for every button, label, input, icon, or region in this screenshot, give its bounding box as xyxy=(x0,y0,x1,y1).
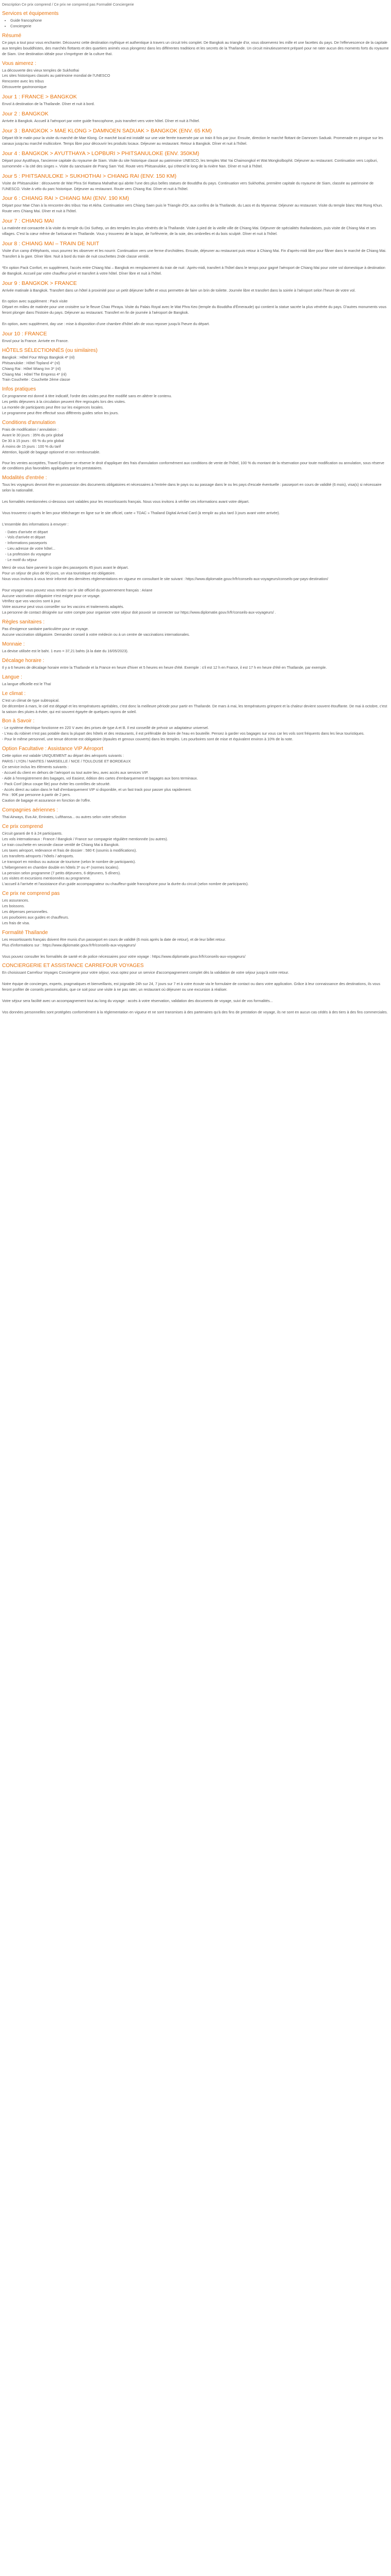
day-title: Jour 4 : BANGKOK > AYUTTHAYA > LOPBURI > PHITSANULOKE (ENV. 350KM) xyxy=(2,150,200,157)
conditions-line: Frais de modification / annulation : xyxy=(2,427,59,432)
day-title: Jour 3 : BANGKOK > MAE KLONG > DAMNOEN SADUAK > BANGKOK (ENV. 65 KM) xyxy=(2,127,212,134)
day-text: Départ pour Ayutthaya, l'ancienne capitale du royaume de Siam. Visite du site historique classé au patrimoine UNESCO, les temples Wat Yai Chaimongkol et Wat Mongkolbophit. Déjeuner au restaurant. Continuation vers Lopburi, surnommée « la cité des singes ». Visite du sanctuaire de Prang Sam Yod. Route vers Phitsanuloke, qui s'étend le long de la rivière Nan. Dîner et nuit à l'hôtel. xyxy=(2,158,378,168)
list-item: - Le motif du séjour xyxy=(5,557,389,563)
services-title: Services et équipements xyxy=(2,11,59,16)
prix-comprend-title: Ce prix comprend xyxy=(2,824,43,830)
formalites-list xyxy=(2,530,389,563)
resume-title: Résumé xyxy=(2,32,22,39)
itinerary xyxy=(2,94,389,344)
compagnies-text: Thai Airways, Eva Air, Emirates, Lufthansa... ou autres selon votre sélection xyxy=(2,815,126,820)
day-text: Visite d'un camp d'éléphants, vous pourrez les observer et les nourrir. Continuation vers une ferme d'orchidées. Ensuite, déjeuner au restaurant puis retour à Chiang Mai. Fin d'après-midi libre pour flâner dans le marché de Chiang Mai. Transfert à la gare. Dîner libre. Nuit à bord du train de nuit couchettes 2nde classe ventilé. *En option Pack Confort, en supplément, l'accès entre Chiang Mai – Bangkok en remplacement du train de nuit : Après-midi, transfert à l'hôtel dans le temps pour gagné l'aéroport de Chiang Mai pour votre vol domestique à destination de Bangkok. Accueil par votre chauffeur privé et transfert à votre hôtel. Dîner libre et nuit à l'hôtel. xyxy=(2,248,386,276)
langue-title: Langue : xyxy=(2,674,22,680)
day-text: Départ tôt le matin pour la visite du marché de Mae Klong. Ce marché local est installé sur une voie ferrée traversée par un train 8 fois par jour. Ensuite, direction le marché flottant de Damnoen Saduak. Promenade en pirogue sur les canaux jusqu'au marché multicolore. Temps libre pour découvrir les produits locaux. Déjeuner au restaurant. Retour à Bangkok. Dîner et nuit à l'hôtel. xyxy=(2,135,383,146)
day-title: Jour 7 : CHIANG MAI xyxy=(2,218,54,225)
prix-ne-comprend-text: Les assurances. Les boissons. Les dépenses personnelles. Les pourboires aux guides et chauffeurs. Les frais de visa. xyxy=(2,898,69,925)
list-item: - La profession du voyageur xyxy=(5,552,389,557)
formalites-text: Tous les voyageurs devront être en possession des documents obligatoires et nécessaires à l'entrée dans le pays ou au passage dans le ou les pays d'escale éventuelle : passeport en cours de validité (6 mois), visa(s) si nécessaire selon la nationalité. Les formalités mentionnées ci-dessous sont valables pour les ressortissants français. Nous vous invitons à vérifier ces informations avant votre départ. Vous trouverez ci-après le lien pour télécharger en ligne sur le site officiel, carte « TDAC » Thailand Digital Arrival Card (à remplir au plus tard 3 jours avant votre arrivée). L'ensemble des informations à envoyer : xyxy=(2,482,382,527)
day-text: Arrivée à Bangkok. Accueil à l'aéroport par votre guide francophone, puis transfert vers votre hôtel. Dîner et nuit à l'hôtel. xyxy=(2,118,200,124)
prix-comprend-text: Circuit garanti de 6 à 24 participants. Les vols internationaux : France / Bangkok / France sur compagnie régulière mentionnée (ou autres). Le train couchette en seconde classe ventilé de Chiang Mai à Bangkok. Les taxes aéroport, redevance et frais de dossier : 580 € (soumis à modifications). Les transferts aéroports / hôtels / aéroports. Le transport en minibus ou autocar de tourisme (selon le nombre de participants). L'hébergement en chambre double en hôtels 3* ou 4* (normes locales). La pension selon programme (7 petits déjeuners, 6 déjeuners, 5 dîners). Les visites et excursions mentionnées au programme. L'accueil à l'arrivée et l'assistance d'un guide accompagnateur ou chauffeur-guide francophone pour la durée du circuit (selon nombre de participants). xyxy=(2,831,249,887)
conciergerie-title: CONCIERGERIE ET ASSISTANCE CARREFOUR VOYAGES xyxy=(2,963,144,969)
regles-title: Règles sanitaires : xyxy=(2,619,45,625)
decalage-title: Décalage horaire : xyxy=(2,657,44,664)
list-item: • Guide francophone xyxy=(10,18,389,24)
prix-ne-comprend-title: Ce prix ne comprend pas xyxy=(2,891,60,897)
vous-aimerez-line: Rencontre avec les tribus xyxy=(2,79,44,84)
bon-savoir-text: - Le système électrique fonctionne en 220 V avec des prises de type A et B. Il est conseillé de prévoir un adaptateur universel. - L'eau du robinet n'est pas potable dans la plupart des hôtels et des restaurants, il est préférable de boire de l'eau en bouteille. Pensez à garder vos bagages sur vous car les vols sont fréquents dans les lieux touristiques. - Pour le même personnel, une tenue décente est obligatoire (épaules et genoux couverts) dans les temples. Les pourboires sont de mise et équivalent environ à 10% de la note. xyxy=(2,725,365,742)
day-text: Arrivée matinale à Bangkok. Transfert dans un hôtel à proximité pour un petit déjeuner buffet et vous permettre de faire un brin de toilette. Journée libre et transfert dans la soirée à l'aéroport selon l'heure de votre vol. En option avec supplément : Pack visite Départ en milieu de matinée pour une croisière sur le fleuve Chao Phraya. Visite du Palais Royal avec le Wat Phra Keo (temple du Bouddha d'Émeraude) qui contient la statue sacrée la plus vénérée du pays. D'autres monuments vous feront plonger dans l'histoire du pays. Déjeuner au restaurant. Transfert en fin de journée à l'aéroport de Bangkok. En option, avec supplément, day use : mise à disposition d'une chambre d'hôtel afin de vous reposer jusqu'à l'heure du départ. xyxy=(2,287,387,326)
monnaie-text: La devise utilisée est le baht. 1 euro = 37,21 bahts (à la date du 16/05/2023). xyxy=(2,648,128,653)
conditions-line: À moins de 15 jours : 100 % du tarif xyxy=(2,444,61,449)
bon-savoir-title: Bon à Savoir : xyxy=(2,718,35,724)
hotel-line: Chiang Mai : Hôtel The Empress 4* (nl) xyxy=(2,371,67,377)
infos-line: Ce programme est donné à titre indicatif, l'ordre des visites peut être modifié sans en altérer le contenu. xyxy=(2,394,172,399)
climat-title: Le climat : xyxy=(2,690,26,697)
services-list xyxy=(2,18,389,29)
conditions-line: Pour les ventes acceptées, Travel Explorer se réserve le droit d'appliquer des frais d'annulation conformément aux conditions de vente de l'hôtel, 100 % du montant de la réservation pour toute modification ou annulation, sous réserve de conditions plus favorables appliquées par les prestataires. xyxy=(2,460,384,471)
formalites-title: Modalités d'entrée : xyxy=(2,475,47,481)
document xyxy=(0,0,391,1015)
list-item: - Vols d'arrivée et départ xyxy=(5,535,389,540)
langue-text: La langue officielle est le Thaï xyxy=(2,681,51,686)
vous-aimerez-line: La découverte des vieux temples de Sukhothai xyxy=(2,67,79,73)
conditions-line: Avant le 30 jours : 35% du prix global xyxy=(2,432,63,437)
hotel-line: Bangkok : Hôtel Four Wings Bangkok 4* (nl) xyxy=(2,354,75,360)
day-text: Envol à destination de la Thaïlande. Dîner et nuit à bord. xyxy=(2,101,95,107)
infos-title: Infos pratiques xyxy=(2,386,36,393)
option-pack-title: Option Facultative : Assistance VIP Aéroport xyxy=(2,746,104,752)
formalite-title: Formalité Thaïlande xyxy=(2,929,48,936)
day-title: Jour 2 : BANGKOK xyxy=(2,111,48,117)
day-text: Visite de Phitsanuloke : découverte de Wat Phra Sri Rattana Mahathat qui abrite l'une des plus belles statues de Bouddha du pays. Continuation vers Sukhothai, première capitale du royaume de Siam, classée au patrimoine de l'UNESCO. Visite à vélo du parc historique. Déjeuner au restaurant. Route vers Chiang Rai. Dîner et nuit à l'hôtel. xyxy=(2,180,374,191)
climat-text: C'est un climat de type subtropical. De décembre à mars, le ciel est dégagé et les températures agréables, c'est donc la meilleure période pour partir en Thaïlande. De mars à mai, les températures grimpent et la chaleur devient souvent étouffante. De mai à octobre, c'est la saison des pluies à éviter, qui est souvent égayée de quelques rayons de soleil. xyxy=(2,698,387,714)
day-title: Jour 10 : FRANCE xyxy=(2,330,47,337)
vous-aimerez-line: Découverte gastronomique xyxy=(2,84,47,90)
conditions-line: De 30 à 15 jours : 65 % du prix global xyxy=(2,438,64,443)
list-item: • Conciergerie xyxy=(10,24,389,29)
list-item: - Lieu adresse de votre hôtel... xyxy=(5,546,389,552)
formalite-text: Les ressortissants français doivent être munis d'un passeport en cours de validité (6 mois après la date de retour), et de leur billet retour. Plus d'informations sur : https://www.diplomatie.gouv.fr/fr/conseils-aux-voyageurs/ Vous pouvez consulter les formalités de santé et de police nécessaires pour votre voyage : https://www.diplomatie.gouv.fr/fr/conseils-aux-voyageurs/ xyxy=(2,937,246,959)
formalites-after: Merci de vous faire parvenir la copie des passeports 45 jours avant le départ. Pour un séjour de plus de 60 jours, un visa touristique est obligatoire. Nous vous invitons à vous tenir informé des dernières réglementations en vigueur en consultant le site suivant : https://www.diplomatie.gouv.fr/fr/conseils-aux-voyageurs/conseils-par-pays-destination/ Pour voyager vous pouvez vous rendre sur le site officiel du gouvernement français : Ariane Aucune vaccination obligatoire n'est exigée pour ce voyage. Vérifiez que vos vaccins sont à jour. Votre assureur peut vous conseiller sur les vaccins et traitements adaptés. La personne de contact désignée sur votre compte pour organiser votre séjour doit pouvoir se connecter sur https://www.diplomatie.gouv.fr/fr/conseils-aux-voyageurs/ . xyxy=(2,565,329,615)
conditions-title: Conditions d'annulation xyxy=(2,419,56,426)
day-title: Jour 9 : BANGKOK > FRANCE xyxy=(2,280,77,286)
day-text: Départ pour Mae Chan à la rencontre des tribus Yao et Akha. Continuation vers Chiang Saen puis le Triangle d'Or, aux confins de la Thaïlande, du Laos et du Myanmar. Déjeuner au restaurant. Visite du temple blanc Wat Rong Khun. Route vers Chiang Mai. Dîner et nuit à l'hôtel. xyxy=(2,203,383,214)
day-text: La matinée est consacrée à la visite du temple du Doi Suthep, un des temples les plus vénérés de la Thaïlande. Visite à pied de la vieille ville de Chiang Mai. Déjeuner de spécialités thaïlandaises, puis visite de Chiang Mai et ses villages. C'est la cœur même de l'artisanat en Thaïlande. Vous y trouverez de la laque, de l'orfèvrerie, de la soie, des ombrelles et du bois sculpté. Dîner et nuit à l'hôtel. xyxy=(2,226,376,236)
option-pack-text: Cette option est valable UNIQUEMENT au départ des aéroports suivants : PARIS / LYON / NANTES / MARSEILLE / NICE / TOULOUSE ET BORDEAUX Ce service inclus les éléments suivants : - Accueil du client en dehors de l'aéroport ou tout autre lieu, avec accès aux services VIP. - Aide à l'enregistrement des bagages, vol Easiest, édition des cartes d'embarquement et bagages aux bons terminaux. - Pack Conf (deux coupe file) pour éviter les contrôles de sécurité. - Accès direct au salon dans le hall d'embarquement VIP si disponible, et un fast track pour passer plus rapidement. Prix : 90€ par personne à partir de 2 pers. Caution de bagage et assurance en fonction de l'offre. xyxy=(2,753,198,803)
regles-text: Pas d'exigence sanitaire particulière pour ce voyage. Aucune vaccination obligatoire. Demandez conseil à votre médecin ou à un centre de vaccinations internationales. xyxy=(2,626,190,637)
list-item: - Informations passeports xyxy=(5,540,389,546)
tab-line: Description Ce prix comprend / Ce prix ne comprend pas Formalité Conciergerie xyxy=(2,2,134,7)
hotel-line: Train Couchette : Couchette 2ème classe xyxy=(2,377,70,382)
hotel-line: Phitsanuloke : Hôtel Topland 4* (nl) xyxy=(2,360,60,365)
infos-line: Les petits déjeuners à la circulation peuvent être regroupés lors des visites. xyxy=(2,399,126,404)
hotel-line: Chiang Rai : Hôtel Wiang Inn 3* (nl) xyxy=(2,366,61,371)
monnaie-title: Monnaie : xyxy=(2,641,25,647)
infos-line: La montée de participants peut être sur les exigences locales. xyxy=(2,405,104,410)
hotels-title: HÔTELS SÉLECTIONNÉS (ou similaires) xyxy=(2,347,98,353)
day-title: Jour 5 : PHITSANULOKE > SUKHOTHAI > CHIANG RAI (ENV. 150 KM) xyxy=(2,173,177,179)
day-title: Jour 1 : FRANCE > BANGKOK xyxy=(2,94,77,100)
conditions-line: Attention, liquidé de bagage optionnel et non remboursable. xyxy=(2,449,101,454)
resume-text: Ce pays a tout pour vous enchanter. Découvrez cette destination mythique et authentique à travers un circuit très complet. De Bangkok au triangle d'or, vous observerez les mille et une facettes du pays. De l'effervescence de la capitale aux temples bouddhistes, des marchés flottants et des quartiers animés vous plongerez dans les différentes traditions et les secrets de la Thaïlande. Un circuit minutieusement préparé pour ne rater aucun des moments forts du royaume de Siam. Une destination idéale pour s'imprégner de la culture thaï. xyxy=(2,40,389,56)
infos-line: Le programme peut être effectué sous différents guides selon les jours. xyxy=(2,411,119,416)
list-item: - Dates d'arrivée et départ xyxy=(5,530,389,535)
compagnies-title: Compagnies aériennes : xyxy=(2,807,58,814)
conciergerie-text: En choisissant Carrefour Voyages Conciergerie pour votre séjour, vous optez pour un service d'accompagnement complet dès la validation de votre séjour jusqu'à votre retour. Notre équipe de concierges, experts, pragmatiques et bienveillants, est joignable 24h sur 24, 7 jours sur 7 et à votre écoute via le formulaire de contact ou dans votre application. Grâce à leur connaissance des destinations, ils vous feront profiter de conseils personnalisés, que ce soit pour une visite à ne pas rater, un restaurant où déjeuner ou une excursion à réaliser. Votre séjour sera facilité avec un accompagnement tout au long du voyage : accès à votre réservation, validation des documents de voyage, suivi de vos formalités... Vos données personnelles sont protégées conformément à la réglementation en vigueur et ne sont transmises à des partenaires qu'à des fins de prestation de voyage, ils ne sont en aucun cas cédés à des tiers à des fins commerciales. xyxy=(2,970,388,1014)
decalage-text: Il y a 6 heures de décalage horaire entre la Thaïlande et la France en heure d'hiver et 5 heures en heure d'été. Exemple : s'il est 12 h en France, il est 17 h en heure d'été en Thaïlande, par exemple. xyxy=(2,665,327,670)
day-text: Envol pour la France. Arrivée en France. xyxy=(2,338,69,343)
day-title: Jour 8 : CHIANG MAI – TRAIN DE NUIT xyxy=(2,241,100,247)
vous-aimerez-line: Les sites historiques classés au patrimoine mondial de l'UNESCO xyxy=(2,73,110,78)
day-title: Jour 6 : CHIANG RAI > CHIANG MAI (ENV. 190 KM) xyxy=(2,195,129,202)
vous-aimerez-title: Vous aimerez : xyxy=(2,60,37,66)
